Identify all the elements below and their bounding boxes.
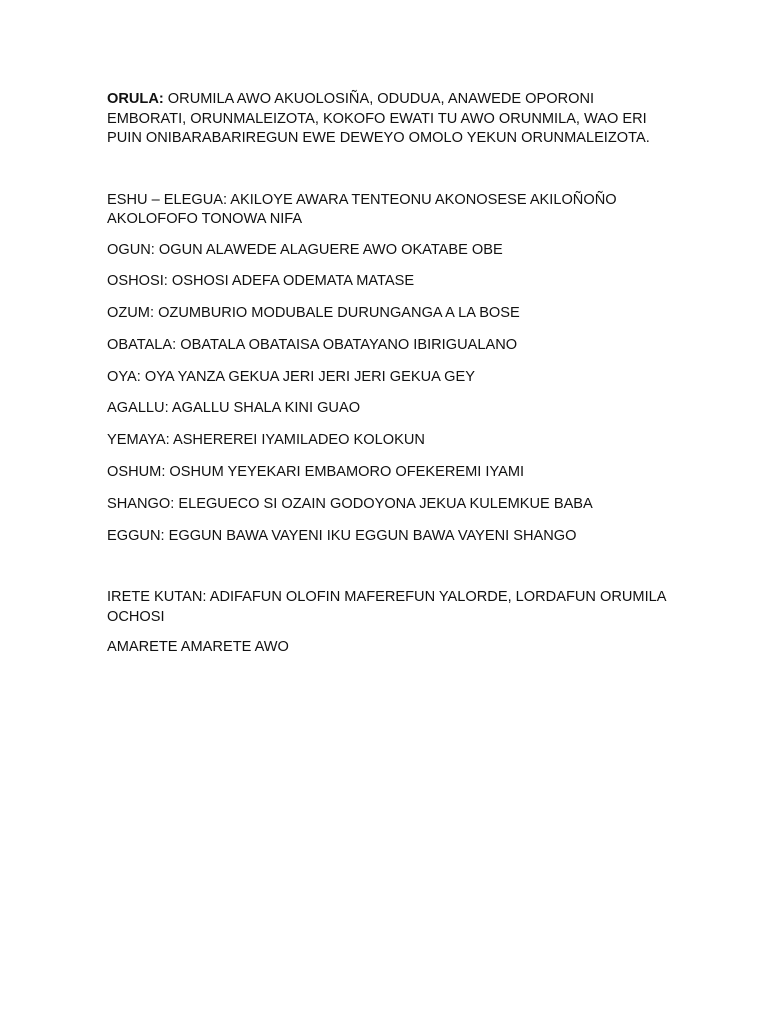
document-page: [107, 90, 667, 658]
oshum-line: OSHUM: OSHUM YEYEKARI EMBAMORO OFEKEREMI IYAMI: [107, 464, 525, 481]
irete-kutan-paragraph: IRETE KUTAN: ADIFAFUN OLOFIN MAFEREFUN YALORDE, LORDAFUN ORUMILA OCHOSI: [107, 589, 666, 625]
orula-label: ORULA:: [107, 91, 164, 107]
orula-text: ORUMILA AWO AKUOLOSIÑA, ODUDUA, ANAWEDE OPORONI EMBORATI, ORUNMALEIZOTA, KOKOFO EWATI TU AWO ORUNMILA, WAO ERI PUIN ONIBARABARIREGUN EWE DEWEYO OMOLO YEKUN ORUNMALEIZOTA.: [107, 91, 650, 146]
orula-paragraph: [107, 90, 667, 149]
oshosi-line: OSHOSI: OSHOSI ADEFA ODEMATA MATASE: [107, 273, 415, 290]
closing-line: AMARETE AMARETE AWO: [107, 639, 289, 656]
eshu-elegua-line: ESHU – ELEGUA: AKILOYE AWARA TENTEONU AKONOSESE AKILOÑOÑO AKOLOFOFO TONOWA NIFA: [107, 191, 617, 227]
ogun-line: OGUN: OGUN ALAWEDE ALAGUERE AWO OKATABE OBE: [107, 241, 503, 258]
yemaya-line: YEMAYA: ASHEREREI IYAMILADEO KOLOKUN: [107, 432, 425, 449]
agallu-line: AGALLU: AGALLU SHALA KINI GUAO: [107, 400, 361, 417]
oya-line: OYA: OYA YANZA GEKUA JERI JERI JERI GEKUA GEY: [107, 368, 475, 385]
obatala-line: OBATALA: OBATALA OBATAISA OBATAYANO IBIRIGUALANO: [107, 336, 518, 353]
eggun-line: EGGUN: EGGUN BAWA VAYENI IKU EGGUN BAWA VAYENI SHANGO: [107, 527, 577, 544]
ozum-line: OZUM: OZUMBURIO MODUBALE DURUNGANGA A LA BOSE: [107, 305, 520, 322]
shango-line: SHANGO: ELEGUECO SI OZAIN GODOYONA JEKUA KULEMKUE BABA: [107, 495, 593, 512]
